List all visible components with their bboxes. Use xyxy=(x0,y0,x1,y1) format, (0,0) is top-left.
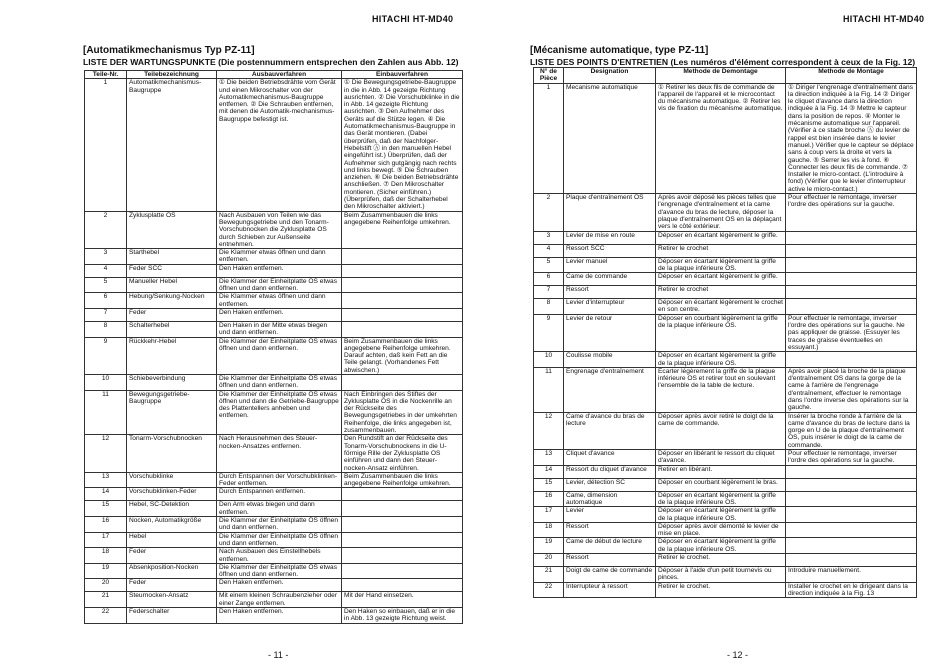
table-row xyxy=(85,435,463,472)
table-row xyxy=(85,608,463,624)
cell-installation xyxy=(342,488,463,501)
cell-removal: Déposer en courbant légèrement la griffe de la plaque inférieure OS. xyxy=(656,314,786,351)
cell-part-no: 9 xyxy=(534,314,564,351)
cell-part-no: 6 xyxy=(85,293,127,309)
table-row xyxy=(85,337,463,374)
col-header-part-no: Teile-Nr. xyxy=(85,71,127,79)
cell-removal: Retirer le crochet. xyxy=(656,554,786,567)
cell-installation xyxy=(786,244,917,257)
brand-header: HITACHI HT-MD40 xyxy=(372,14,454,24)
cell-installation xyxy=(342,517,463,533)
cell-removal: Durch Entspannen entfernen. xyxy=(217,488,342,501)
cell-part-no: 22 xyxy=(534,582,564,598)
cell-designation: Starthebel xyxy=(127,249,217,265)
cell-installation: ① Diriger l'engrenage d'entraînement dans la direction indiquée à la Fig. 14 ② Diriger le cliquet d'avance dans la direction indiquée à la Fig. 14 ③ Mettre le capteur dans la position de repos. ④ Monter le mécanisme automatique sur l'appareil. (Vérifier à ce stade broche Ⓐ du levier de rappel est bien insérée dans le levier manuel.) Vérifier que le capteur se déplace sans à coup vers la droite et vers la gauche. ⑤ Serrer les vis à fond. ⑥ Connecter les deux fils de commande. ⑦ Installer le micro-contact. (L'introduire à fond) (Vérifier que le levier d'interrupteur active le micro-contact.) xyxy=(786,83,917,193)
cell-part-no: 5 xyxy=(85,277,127,293)
cell-installation: Den Rundstift an der Rückseite des Tonarm-Vorschubnockens in die U-förmige Rille der Zyklusplatte OS einführen und dann den Steuer-nocken-Ansatz einführen. xyxy=(342,435,463,472)
cell-designation: Tonarm-Vorschubnocken xyxy=(127,435,217,472)
cell-part-no: 12 xyxy=(85,435,127,472)
table-row xyxy=(534,522,917,538)
col-header-removal: Ausbauverfahren xyxy=(217,71,342,79)
cell-installation xyxy=(786,554,917,567)
table-row xyxy=(85,579,463,592)
cell-part-no: 5 xyxy=(534,257,564,273)
cell-designation: Came, dimension automatique xyxy=(564,491,656,507)
cell-installation xyxy=(342,293,463,309)
cell-part-no: 1 xyxy=(534,83,564,193)
cell-part-no: 4 xyxy=(85,264,127,277)
cell-removal: Déposer en écartant légèrement le griffe. xyxy=(656,273,786,286)
cell-removal: ① Retirer les deux fils de commande de l'appareil de l'appareil et le microcontact du mécanisme automatique. ② Retirer les vis de fixation du mécanisme automatique. xyxy=(656,83,786,193)
table-row xyxy=(85,488,463,501)
table-row xyxy=(534,299,917,315)
table-row xyxy=(534,554,917,567)
cell-installation xyxy=(342,548,463,564)
col-header-installation: Einbauverfahren xyxy=(342,71,463,79)
cell-removal: Den Haken in der Mitte etwas biegen und dann entfernen. xyxy=(217,321,342,337)
section-title: [Automatikmechanismus Typ PZ-11] xyxy=(83,45,255,56)
cell-designation: Ressort du cliquet d'avance xyxy=(564,465,656,478)
cell-installation xyxy=(342,563,463,579)
cell-designation: Levier xyxy=(564,507,656,523)
table-row xyxy=(534,450,917,466)
cell-designation: Ressort xyxy=(564,286,656,299)
section-subtitle: LISTE DES POINTS D'ENTRETIEN (Les numéros d'élément correspondent à ceux de la Fig. 12) xyxy=(530,57,916,67)
cell-designation: Schalterhebel xyxy=(127,321,217,337)
cell-part-no: 14 xyxy=(534,465,564,478)
cell-designation: Nocken, Automatikgröße xyxy=(127,517,217,533)
cell-removal: Déposer en écartant légèrement la griffe de la plaque inférieure OS. xyxy=(656,257,786,273)
cell-removal: Retirer en libérant. xyxy=(656,465,786,478)
table-row xyxy=(534,244,917,257)
cell-removal: Déposer en écartant légèrement le crochet en son centre. xyxy=(656,299,786,315)
cell-installation xyxy=(786,286,917,299)
page-number: - 12 - xyxy=(727,650,749,660)
section-subtitle: LISTE DER WARTUNGSPUNKTE (Die postennummern entsprechen den Zahlen aus Abb. 12) xyxy=(83,57,459,67)
cell-part-no: 7 xyxy=(534,286,564,299)
cell-removal: Den Haken entfernen. xyxy=(217,308,342,321)
table-row xyxy=(534,412,917,449)
cell-installation: Pour effectuer le remontage, inverser l'ordre des opérations sur la gauche. xyxy=(786,194,917,231)
cell-installation xyxy=(786,299,917,315)
cell-designation: Bewegungsgetriebe-Baugruppe xyxy=(127,390,217,435)
cell-part-no: 20 xyxy=(534,554,564,567)
cell-part-no: 18 xyxy=(534,522,564,538)
cell-designation: Zyklusplatte OS xyxy=(127,211,217,248)
cell-installation xyxy=(786,491,917,507)
table-row xyxy=(85,264,463,277)
cell-part-no: 18 xyxy=(85,548,127,564)
table-row xyxy=(534,567,917,583)
cell-installation xyxy=(342,579,463,592)
cell-installation: Installer le crochet en le dirigeant dans la direction indiquée à la Fig. 13 xyxy=(786,582,917,598)
table-row xyxy=(534,582,917,598)
page-number: - 11 - xyxy=(268,650,289,660)
table-row xyxy=(85,390,463,435)
cell-removal: Déposer en écartant légèrement la griffe de la plaque inférieure OS. xyxy=(656,507,786,523)
cell-installation xyxy=(786,465,917,478)
cell-part-no: 11 xyxy=(85,390,127,435)
cell-part-no: 15 xyxy=(85,501,127,517)
table-row xyxy=(85,532,463,548)
cell-removal: Déposer en écartant légèrement la griffe de la plaque inférieure OS. xyxy=(656,538,786,554)
cell-installation xyxy=(342,374,463,390)
table-row xyxy=(85,249,463,265)
cell-installation: Beim Zusammenbauen die links angegebene Reihenfolge umkehren. Darauf achten, daß kein Fett an die Teile gelangt. (Vorhandenes Fett abwischen.) xyxy=(342,337,463,374)
table-row xyxy=(85,293,463,309)
cell-designation: Hebel xyxy=(127,532,217,548)
cell-designation: Feder xyxy=(127,308,217,321)
cell-part-no: 7 xyxy=(85,308,127,321)
table-row xyxy=(85,79,463,211)
cell-removal: Den Haken entfernen. xyxy=(217,264,342,277)
cell-installation xyxy=(786,273,917,286)
cell-part-no: 22 xyxy=(85,608,127,624)
cell-part-no: 2 xyxy=(85,211,127,248)
table-row xyxy=(534,194,917,231)
cell-part-no: 9 xyxy=(85,337,127,374)
cell-part-no: 16 xyxy=(534,491,564,507)
cell-designation: Rückkehr-Hebel xyxy=(127,337,217,374)
table-row xyxy=(534,538,917,554)
cell-installation xyxy=(786,507,917,523)
cell-designation: Steurnocken-Ansatz xyxy=(127,592,217,608)
brand-header: HITACHI HT-MD40 xyxy=(843,14,925,24)
cell-part-no: 8 xyxy=(534,299,564,315)
table-row xyxy=(534,367,917,412)
col-header-designation: Teilebezeichnung xyxy=(127,71,217,79)
table-row xyxy=(534,286,917,299)
table-row xyxy=(534,352,917,368)
cell-part-no: 3 xyxy=(534,231,564,244)
col-header-installation: Methode de Montage xyxy=(786,68,917,84)
cell-part-no: 2 xyxy=(534,194,564,231)
cell-installation: Pour effectuer le remontage, inverser l'ordre des opérations sur la gauche. xyxy=(786,450,917,466)
cell-part-no: 19 xyxy=(85,563,127,579)
cell-removal: Durch Entspannen der Vorschubklinken-Feder entfernen. xyxy=(217,472,342,488)
cell-removal: Ecarter légèrement la griffe de la plaque inférieure OS et retirer tout en soulevant l'ensemble de la table de lecture. xyxy=(656,367,786,412)
table-row xyxy=(534,465,917,478)
cell-part-no: 12 xyxy=(534,412,564,449)
cell-installation xyxy=(342,321,463,337)
cell-part-no: 13 xyxy=(85,472,127,488)
cell-installation: Introduire manuellement. xyxy=(786,567,917,583)
cell-designation: Feder xyxy=(127,548,217,564)
table-row xyxy=(85,472,463,488)
cell-part-no: 20 xyxy=(85,579,127,592)
cell-removal: Die Klammer etwas öffnen und dann entfernen. xyxy=(217,293,342,309)
cell-removal: Nach Ausbauen des Einstellhebels entfernen. xyxy=(217,548,342,564)
table-row xyxy=(85,548,463,564)
cell-designation: Vorschubklinke xyxy=(127,472,217,488)
table-row xyxy=(85,374,463,390)
cell-installation: Den Haken so einbauen, daß er in die in Abb. 13 gezeigte Richtung weist. xyxy=(342,608,463,624)
cell-designation: Federschalter xyxy=(127,608,217,624)
cell-part-no: 15 xyxy=(534,478,564,491)
cell-installation: Insérer la broche ronde à l'arrière de la came d'avance du bras de lecture dans la gorge en U de la plaque d'entraînement OS, puis insérer le doigt de la came de commande. xyxy=(786,412,917,449)
table-row xyxy=(534,273,917,286)
table-row xyxy=(534,507,917,523)
table-row xyxy=(534,314,917,351)
cell-designation: Engrenage d'entraînement xyxy=(564,367,656,412)
cell-designation: Hebel, SC-Detektion xyxy=(127,501,217,517)
cell-removal: Mit einem kleinen Schraubenzieher oder einer Zange entfernen. xyxy=(217,592,342,608)
cell-part-no: 21 xyxy=(534,567,564,583)
cell-removal: Nach Herausnehmen des Steuer-nocken-Ansatzes entfernen. xyxy=(217,435,342,472)
cell-removal: Déposer après avoir retiré le doigt de la came de commande. xyxy=(656,412,786,449)
cell-installation xyxy=(786,231,917,244)
cell-designation: Absenkposition-Nocken xyxy=(127,563,217,579)
cell-designation: Feder SCC xyxy=(127,264,217,277)
cell-designation: Levier, détection SC xyxy=(564,478,656,491)
cell-installation xyxy=(342,277,463,293)
cell-removal: Den Haken entfernen. xyxy=(217,608,342,624)
cell-removal: Die Klammer der Einheitplatte OS etwas öffnen und dann entfernen. xyxy=(217,337,342,374)
cell-designation: Levier d'interrupteur xyxy=(564,299,656,315)
cell-installation xyxy=(786,352,917,368)
table-row xyxy=(85,517,463,533)
maintenance-table xyxy=(533,67,917,598)
cell-part-no: 16 xyxy=(85,517,127,533)
cell-removal: Déposer en écartant légèrement la griffe de la plaque inférieure OS. xyxy=(656,491,786,507)
cell-designation: Plaque d'entraînement OS xyxy=(564,194,656,231)
table-row xyxy=(534,478,917,491)
cell-part-no: 11 xyxy=(534,367,564,412)
cell-removal: Déposer à l'aide d'un petit tournevis ou pinces. xyxy=(656,567,786,583)
cell-designation: Came de commande xyxy=(564,273,656,286)
cell-removal: Déposer en écartant légèrement le griffe. xyxy=(656,231,786,244)
cell-part-no: 21 xyxy=(85,592,127,608)
cell-removal: Après avoir déposé les pièces telles que l'engrenage d'entraînement et la came d'avance du bras de lecture, déposer la plaque d'entraînement OS en la déplaçant vers le côté extérieur. xyxy=(656,194,786,231)
cell-installation xyxy=(342,532,463,548)
cell-designation: Hebung/Senkung-Nocken xyxy=(127,293,217,309)
cell-installation: Beim Zusammenbauen die links angegebene Reihenfolge umkehren. xyxy=(342,472,463,488)
cell-designation: Interrupteur à ressort xyxy=(564,582,656,598)
cell-designation: Automatikmechanismus-Baugruppe xyxy=(127,79,217,211)
cell-designation: Doigt de came de commande xyxy=(564,567,656,583)
cell-removal: Déposer après avoir démonté le levier de mise en place. xyxy=(656,522,786,538)
maintenance-table xyxy=(84,70,463,624)
cell-removal: Die Klammer der Einheitplatte OS öffnen und dann entfernen. xyxy=(217,517,342,533)
cell-installation xyxy=(342,264,463,277)
cell-designation: Cliquet d'avance xyxy=(564,450,656,466)
cell-installation: Après avoir placé la broche de la plaque d'entraînement OS dans la gorge de la came à l'arrière de l'engrenage d'entraînement, effectuer le remontage dans l'ordre inverse des opérations sur la gauche. xyxy=(786,367,917,412)
cell-removal: Retirer le crochet xyxy=(656,286,786,299)
cell-part-no: 10 xyxy=(85,374,127,390)
cell-installation xyxy=(786,522,917,538)
cell-part-no: 19 xyxy=(534,538,564,554)
cell-removal: Déposer en écartant légèrement la griffe de la plaque inférieure OS. xyxy=(656,352,786,368)
cell-removal: Die Klammer der Einheitplatte OS etwas öffnen und dann entfernen. xyxy=(217,563,342,579)
cell-designation: Manueller Hebel xyxy=(127,277,217,293)
cell-part-no: 8 xyxy=(85,321,127,337)
cell-removal: Den Haken entfernen. xyxy=(217,579,342,592)
table-row xyxy=(85,501,463,517)
cell-part-no: 6 xyxy=(534,273,564,286)
cell-designation: Ressort xyxy=(564,522,656,538)
col-header-removal: Methode de Demontage xyxy=(656,68,786,84)
cell-designation: Mecanisme automatique xyxy=(564,83,656,193)
cell-installation xyxy=(786,478,917,491)
section-title: [Mécanisme automatique, type PZ-11] xyxy=(530,45,709,56)
cell-removal: Retirer le crochet. xyxy=(656,582,786,598)
cell-designation: Ressort xyxy=(564,554,656,567)
cell-removal: Déposer en libérant le ressort du cliquet d'avance. xyxy=(656,450,786,466)
cell-removal: Die Klammer der Einheitplatte OS etwas öffnen und dann entfernen. xyxy=(217,277,342,293)
cell-part-no: 4 xyxy=(534,244,564,257)
cell-designation: Levier de mise en route xyxy=(564,231,656,244)
cell-installation: Beim Zusammenbauen die links angegebene Reihenfolge umkehren. xyxy=(342,211,463,248)
cell-installation: Mit der Hand einsetzen. xyxy=(342,592,463,608)
table-row xyxy=(85,563,463,579)
cell-designation: Feder xyxy=(127,579,217,592)
table-row xyxy=(85,592,463,608)
table-row xyxy=(534,491,917,507)
cell-designation: Levier de retour xyxy=(564,314,656,351)
cell-designation: Came de début de lecture xyxy=(564,538,656,554)
cell-part-no: 1 xyxy=(85,79,127,211)
col-header-designation: Designation xyxy=(564,68,656,84)
cell-designation: Vorschubklinken-Feder xyxy=(127,488,217,501)
cell-part-no: 3 xyxy=(85,249,127,265)
cell-part-no: 14 xyxy=(85,488,127,501)
cell-installation: ① Die Bewegungsgetriebe-Baugruppe in die in Abb. 14 gezeigte Richtung ausrichten. ② Die Vorschubklinke in die in Abb. 14 gezeigte Richtung ausrichten. ③ Den Aufnehmer des Geräts auf die Stütze legen. ④ Die Automatikmechanismus-Baugruppe in das Gerät montieren. (Dabei überprüfen, daß der Nachfolger-Hebelstift Ⓐ in den manuellen Hebel eingeführt ist.) Überprüfen, daß der Aufnehmer sich gutgängig nach rechts und links bewegt. ⑤ Die Schrauben anziehen. ⑥ Die beiden Betriebsdrähte anschließen. ⑦ Den Mikroschalter montieren. (Sicher einführen.) (Überprüfen, daß der Schalterhebel den Mikroschalter aktiviert.) xyxy=(342,79,463,211)
cell-part-no: 17 xyxy=(534,507,564,523)
col-header-part-no: N° de Pièce xyxy=(534,68,564,84)
cell-installation: Nach Einbringen des Stiftes der Zyklusplatte OS in die Nockenrille an der Rückseite des Bewegungsgetriebes in der umkehrten Reihenfolge, die links angegeben ist, zusammenbauen. xyxy=(342,390,463,435)
cell-designation: Ressort SCC xyxy=(564,244,656,257)
cell-removal: ① Die beiden Betriebsdrähte vom Gerät und einen Mikroschalter von der Automatikmechanismus-Baugruppe entfernen. ② Die Schrauben entfernen, mit denen die Automatik-mechanismus-Baugruppe befestigt ist. xyxy=(217,79,342,211)
table-row xyxy=(534,231,917,244)
cell-removal: Die Klammer der Einheitplatte OS etwas öffnen und dann entfernen. xyxy=(217,374,342,390)
cell-part-no: 10 xyxy=(534,352,564,368)
table-row xyxy=(534,257,917,273)
cell-installation xyxy=(342,501,463,517)
cell-removal: Retirer le crochet xyxy=(656,244,786,257)
cell-removal: Nach Ausbauen von Teilen wie das Bewegungsgetriebe und den Tonarm-Vorschubnocken die Zyklusplatte OS durch Schieben zur Außenseite entnehmen. xyxy=(217,211,342,248)
page-right xyxy=(475,0,950,666)
cell-part-no: 17 xyxy=(85,532,127,548)
cell-removal: Den Arm etwas biegen und dann entfernen. xyxy=(217,501,342,517)
table-row xyxy=(85,308,463,321)
cell-designation: Coulisse mobile xyxy=(564,352,656,368)
cell-installation xyxy=(342,249,463,265)
cell-installation xyxy=(786,257,917,273)
cell-part-no: 13 xyxy=(534,450,564,466)
cell-installation xyxy=(786,538,917,554)
table-row xyxy=(85,277,463,293)
table-row xyxy=(534,83,917,193)
table-row xyxy=(85,211,463,248)
cell-designation: Levier manuel xyxy=(564,257,656,273)
cell-removal: Die Klammer der Einheitplatte OS öffnen und dann entfernen. xyxy=(217,532,342,548)
cell-designation: Schiebeverbindung xyxy=(127,374,217,390)
cell-removal: Die Klammer etwas öffnen und dann entfernen. xyxy=(217,249,342,265)
cell-installation xyxy=(342,308,463,321)
cell-installation: Pour effectuer le remontage, inverser l'ordre des opérations sur la gauche. Ne pas appliquer de graisse. (Essuyer les traces de graisse éventuelles en essuyant.) xyxy=(786,314,917,351)
cell-removal: Die Klammer der Einheitplatte OS etwas öffnen und dann die Getriebe-Baugruppe des Plattentellers anheben und entfernen. xyxy=(217,390,342,435)
table-row xyxy=(85,321,463,337)
cell-removal: Déposer en courbant légèrement le bras. xyxy=(656,478,786,491)
cell-designation: Came d'avance du bras de lecture xyxy=(564,412,656,449)
